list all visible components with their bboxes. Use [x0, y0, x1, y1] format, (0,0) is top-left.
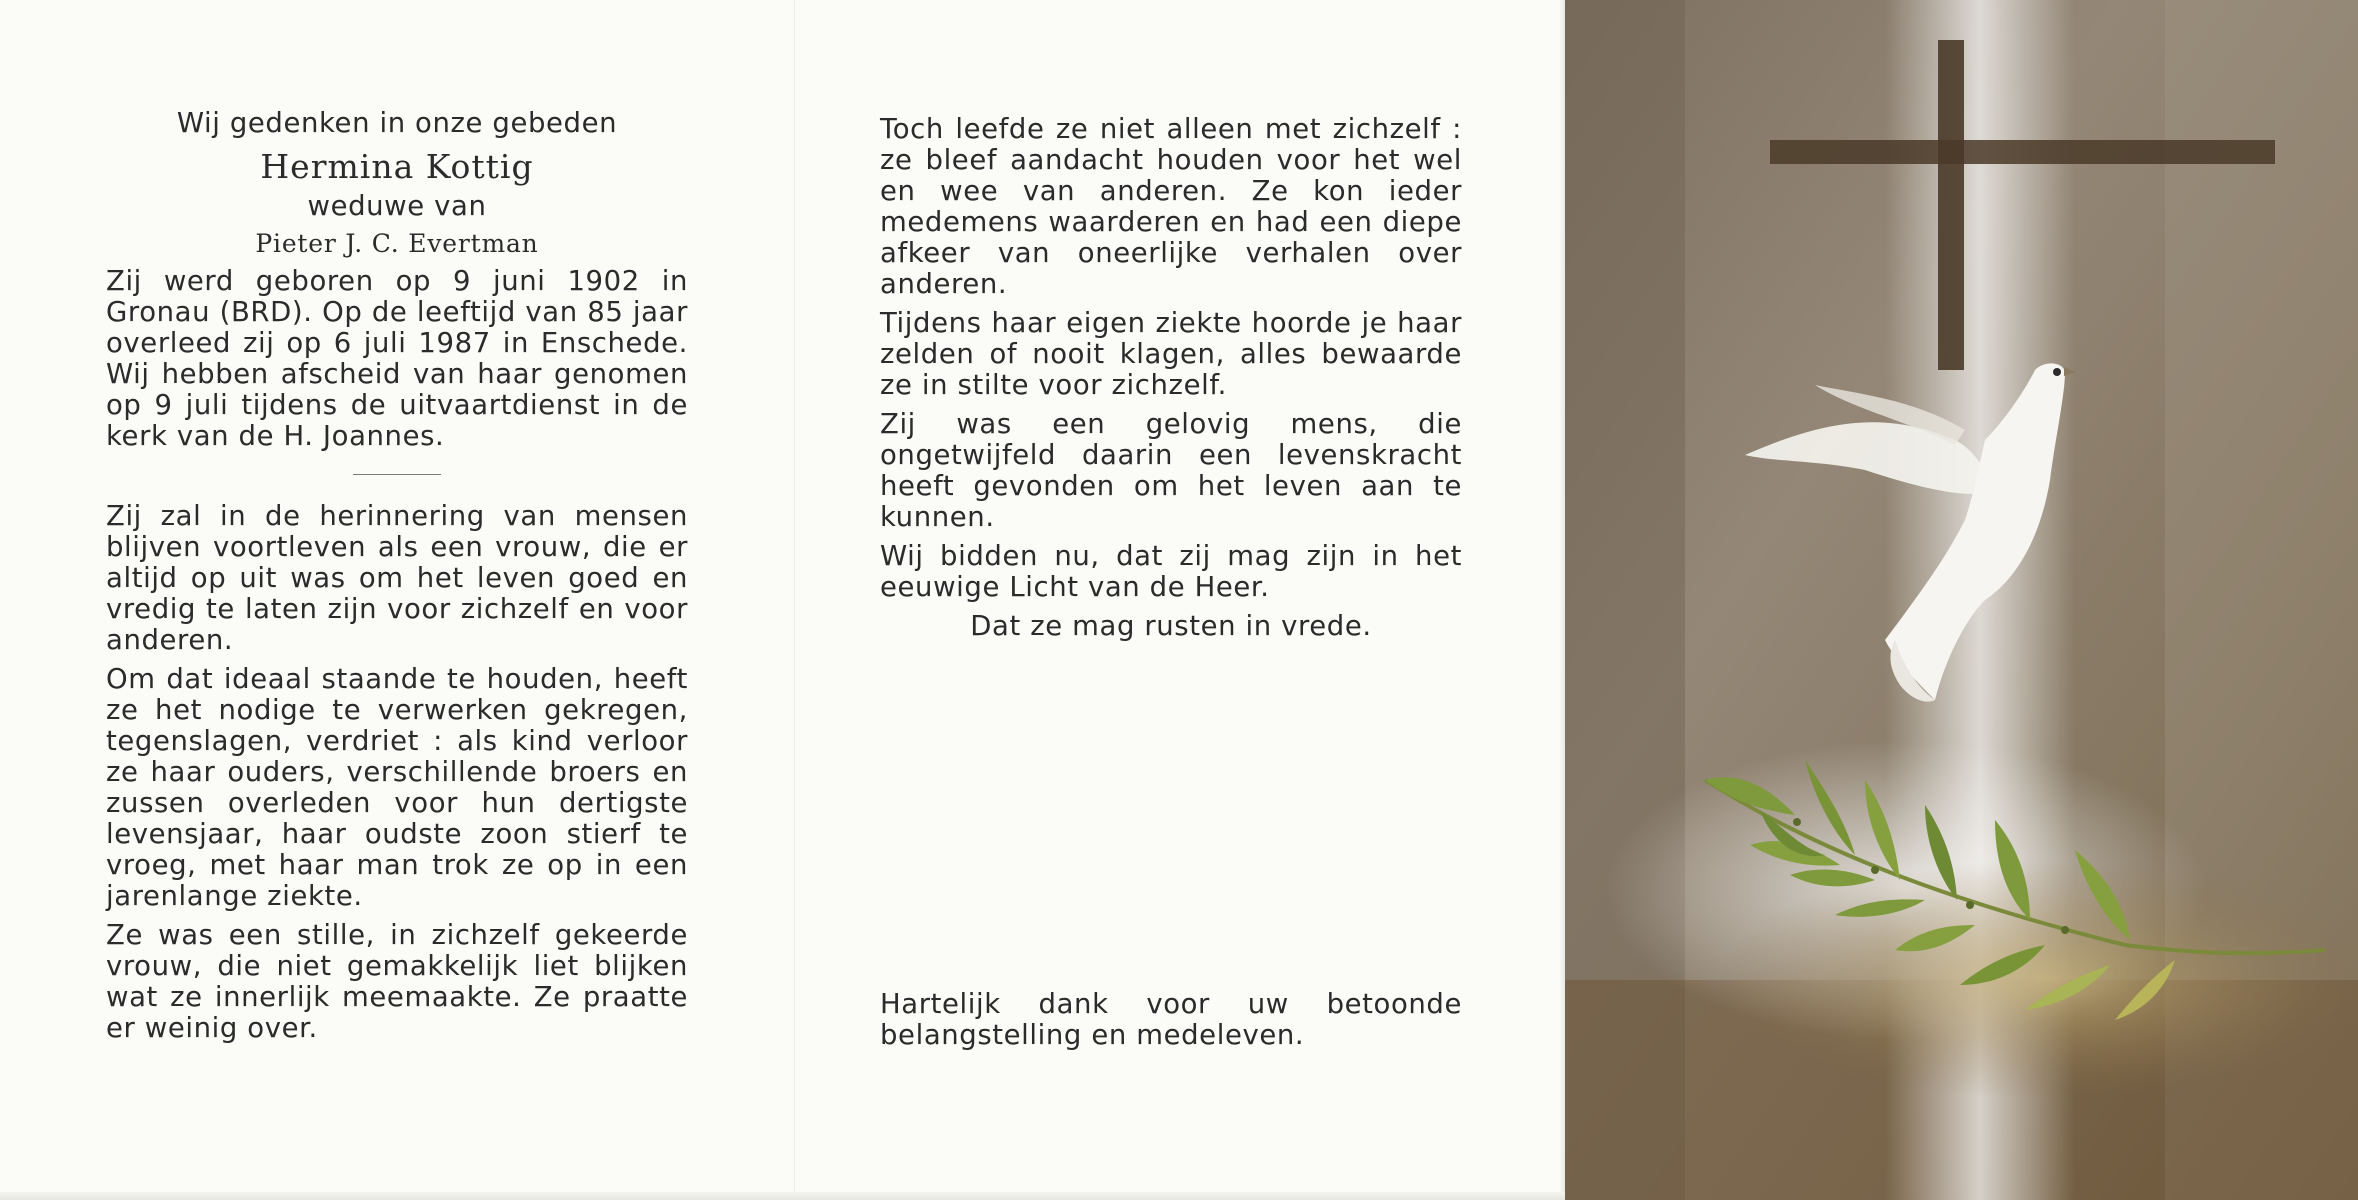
widow-label: weduwe van	[307, 190, 487, 222]
memory-paragraph: Zij was een gelovig mens, die ongetwijfeld daarin een levenskracht heeft gevonden om het leven aan te kunnen.	[880, 408, 1462, 533]
closing-line: Dat ze mag rusten in vrede.	[970, 610, 1372, 642]
thanks-note: Hartelijk dank voor uw betoonde belangstelling en medeleven.	[880, 987, 1462, 1051]
memory-paragraph: Om dat ideaal staande te houden, heeft ze het nodige te verwerken gekregen, tegenslagen, verdriet : als kind verloor ze haar ouders, verschillende broers en zussen overleden voor hun dertigste levensjaar, haar oudste zoon stierf te vroeg, met haar man trok ze op in een jarenlange ziekte.	[106, 663, 688, 912]
spouse-name: Pieter J. C. Evertman	[255, 229, 539, 258]
memory-paragraph: Ze was een stille, in zichzelf gekeerde vrouw, die niet gemakkelijk liet blijken wat ze innerlijk meemaakte. Ze praatte er weinig over.	[106, 919, 688, 1044]
card-bottom-edge	[0, 1192, 1565, 1200]
memory-paragraph: Toch leefde ze niet alleen met zichzelf : ze bleef aandacht houden voor het wel en wee van anderen. Ze kon ieder medemens waarderen en had een diepe afkeer van oneerlijke verhalen over anderen.	[880, 113, 1462, 300]
left-text-column	[106, 108, 688, 1052]
memory-paragraph: Zij zal in de herinnering van mensen blijven voortleven als een vrouw, die er altijd op uit was om het leven goed en vredig te laten zijn voor zichzelf en voor anderen.	[106, 500, 688, 656]
painting-illustration	[1565, 0, 2358, 1200]
middle-text-column	[880, 114, 1462, 642]
opening-line: Wij gedenken in onze gebeden	[176, 107, 618, 139]
left-page	[0, 0, 794, 1200]
memory-paragraph: Wij bidden nu, dat zij mag zijn in het eeuwige Licht van de Heer.	[880, 540, 1462, 603]
biography-paragraph: Zij werd geboren op 9 juni 1902 in Gronau (BRD). Op de leeftijd van 85 jaar overleed zij op 6 juli 1987 in Enschede. Wij hebben afscheid van haar genomen op 9 juli tijdens de uitvaartdienst in de kerk van de H. Joannes.	[106, 265, 688, 452]
memory-paragraph: Tijdens haar eigen ziekte hoorde je haar zelden of nooit klagen, alles bewaarde ze in stilte voor zichzelf.	[880, 307, 1462, 401]
divider-line	[353, 474, 441, 475]
illustration-panel	[1565, 0, 2358, 1200]
deceased-name: Hermina Kottig	[260, 147, 534, 186]
